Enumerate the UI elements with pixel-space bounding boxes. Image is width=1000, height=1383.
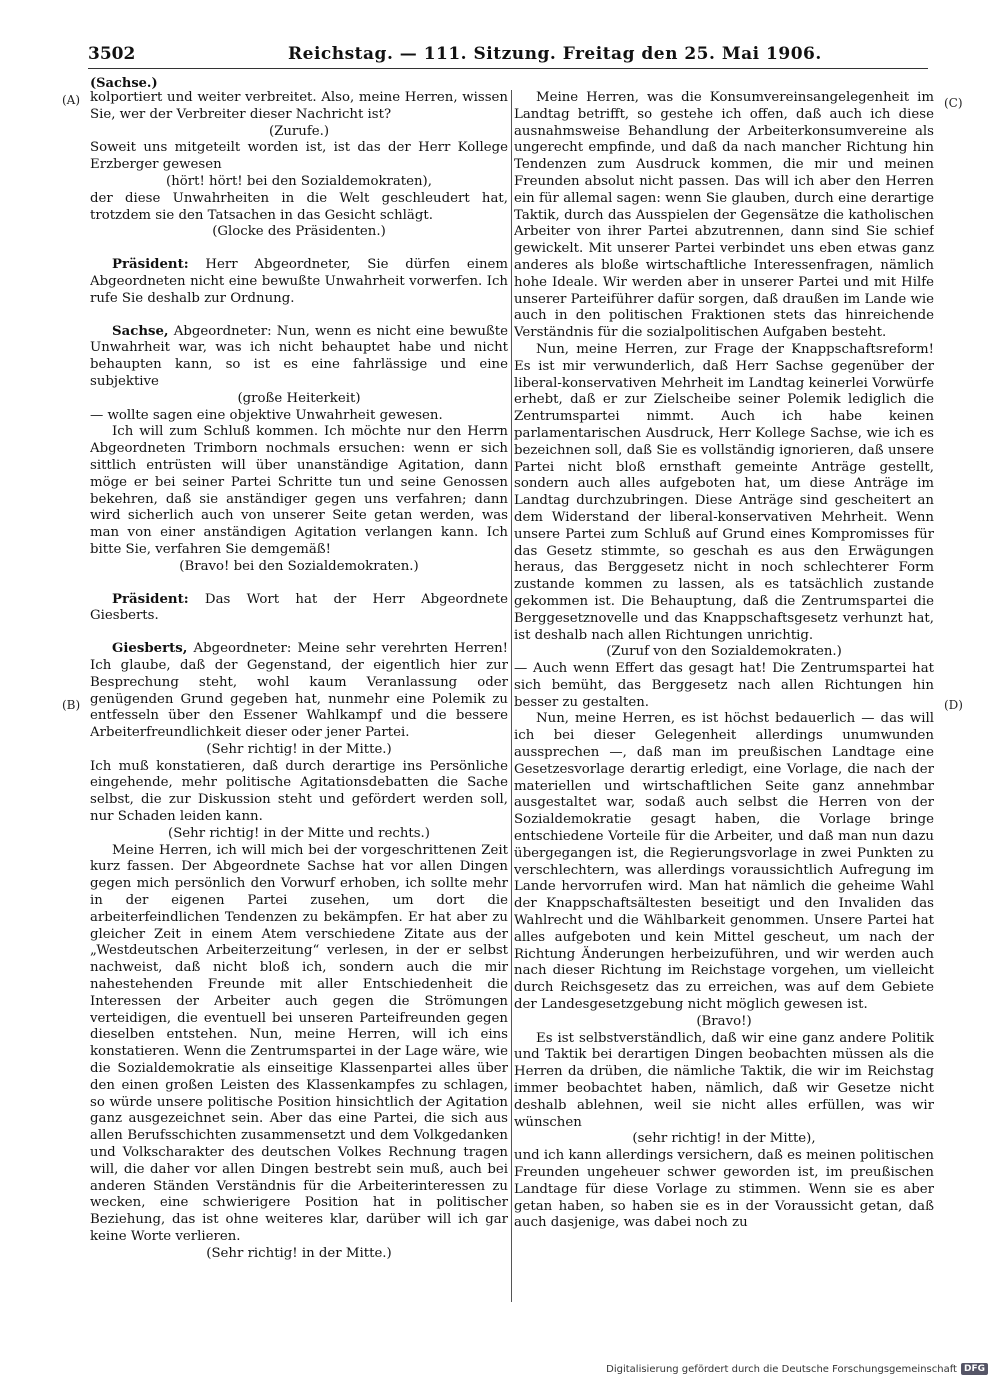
paragraph: Giesberts, Abgeordneter: Meine sehr verehrten Herren! Ich glaube, daß der Gegenstand, der eigentlich hier zur Besprechung steht, wohl kaum Veranlassung oder genügenden Grund gegeben hat, nunmehr eine Polemik zu entfesseln über den Essener Wahlkampf und die bessere Arbeiterfreundlichkeit dieser oder jener Partei. xyxy=(90,641,508,741)
paragraph: Es ist selbstverständlich, daß wir eine ganz andere Politik und Taktik bei derartigen Dingen beobachten müssen als die Herren da drüben, die nämliche Taktik, die wir im Reichstag immer beobachtet haben, nämlich, daß wir Gesetze nicht deshalb ablehnen, weil sie nicht alles erfüllen, was wir wünschen xyxy=(514,1030,934,1130)
page-number: 3502 xyxy=(88,44,136,64)
interjection: (Bravo! bei den Sozialdemokraten.) xyxy=(179,558,419,574)
paragraph: Nun, meine Herren, es ist höchst bedauerlich — das will ich bei dieser Gelegenheit allerdings unumwunden aussprechen —, daß man im preußischen Landtage eine Gesetzesvorlage derartig erledigt, eine Vorlage, die nach der materiellen und wirtschaftlichen Seite ganz annehmbar ausgestaltet war, sodaß auch selbst die Herren von der Sozialdemokratie gesagt haben, die Vorlage bringe entschiedene Vorteile für die Arbeiter, und daß man nun dazu übergegangen ist, die Regierungsvorlage in zwei Punkten zu verschlechtern, was allerdings voraussichtlich Aufregung im Lande hervorrufen wird. Man hat nämlich die geheime Wahl der Knappschaftsältesten beseitigt und den Invaliden das Wahlrecht und die Wählbarkeit genommen. Unsere Partei hat alles aufgeboten und kein Mittel gescheut, um nach der Richtung Änderungen herbeizuführen, und wir werden auch nach dieser Richtung im Reichstage vorgehen, um vielleicht durch Reichsgesetz das zu erreichen, was auf dem Gebiete der Landesgesetzgebung nicht möglich gewesen ist. xyxy=(514,711,934,1013)
paragraph: Ich will zum Schluß kommen. Ich möchte nur den Herrn Abgeordneten Trimborn nochmals ersuchen: wenn er sich sittlich entrüsten will über unanständige Agitation, dann möge er bei seiner Partei Schritte tun und seine Genossen bekehren, daß sie anständiger gegen uns verfahren; dann wird sicherlich auch von unserer Seite getan werden, was man von einer anständigen Agitation verlangen kann. Ich bitte Sie, verfahren Sie demgemäß! xyxy=(90,424,508,557)
interjection: (große Heiterkeit) xyxy=(237,390,361,406)
speaker-name: Präsident: xyxy=(112,257,189,273)
paragraph: kolportiert und weiter verbreitet. Also, meine Herren, wissen Sie, wer der Verbreiter dieser Nachricht ist? xyxy=(90,90,508,122)
running-title: Reichstag. — 111. Sitzung. Freitag den 25. Mai 1906. xyxy=(288,44,822,64)
interjection: (Zuruf von den Sozialdemokraten.) xyxy=(606,644,842,660)
digitization-footer xyxy=(606,1363,988,1375)
margin-mark-c: (C) xyxy=(944,96,963,110)
speaker-name: Giesberts, xyxy=(112,641,188,657)
paragraph: Ich muß konstatieren, daß durch derartige ins Persönliche eingehende, mehr politische Agitationsdebatten die Sache selbst, die zur Diskussion steht und gefördert werden soll, nur Schaden leiden kann. xyxy=(90,758,508,825)
margin-mark-b: (B) xyxy=(62,698,81,712)
interjection: (Bravo!) xyxy=(696,1013,752,1029)
paragraph: Sachse, Abgeordneter: Nun, wenn es nicht eine bewußte Unwahrheit war, was ich nicht behauptet habe und nicht behaupten kann, so ist es eine fahrlässige und eine subjektive xyxy=(90,323,508,389)
interjection: (Zurufe.) xyxy=(268,123,330,139)
interjection: (Sehr richtig! in der Mitte und rechts.) xyxy=(168,825,430,841)
interjection: (Sehr richtig! in der Mitte.) xyxy=(206,1245,392,1261)
margin-mark-a: (A) xyxy=(62,93,81,107)
speaker-continuation-label: (Sachse.) xyxy=(90,76,158,91)
interjection: (hört! hört! bei den Sozialdemokraten), xyxy=(166,173,432,189)
speaker-name: Präsident: xyxy=(112,591,189,607)
paragraph: — Auch wenn Effert das gesagt hat! Die Zentrumspartei hat sich bemüht, das Berggesetz nach allen Richtungen hin besser zu gestalten. xyxy=(514,661,934,710)
left-column xyxy=(90,90,508,1315)
paragraph: Präsident: Das Wort hat der Herr Abgeordnete Giesberts. xyxy=(90,591,508,624)
page-header xyxy=(88,38,928,69)
paragraph: — wollte sagen eine objektive Unwahrheit gewesen. xyxy=(90,407,443,423)
paragraph: Meine Herren, was die Konsumvereinsangelegenheit im Landtag betrifft, so gestehe ich offen, daß auch ich diese ausnahmsweise Behandlung der Arbeiterkonsumvereine als ungerecht empfinde, und daß da nach mancher Richtung hin Tendenzen zum Ausdruck kommen, die mir und meinen Freunden absolut nicht passen. Das will ich aber den Herren ein für allemal sagen: wenn Sie glauben, durch eine derartige Taktik, durch das Ausspielen der Gegensätze die katholischen Arbeiter von ihrer Partei abzutrennen, dann sind Sie schief gewickelt. Mit unserer Partei verbindet uns eben etwas ganz anderes als bloße wirtschaftliche Interessenfragen, nämlich hohe Ideale. Wir werden aber in unserer Partei und mit Hilfe unserer Parteiführer dafür sorgen, daß draußen im Lande wie auch in den politischen Fraktionen stets das hinreichende Verständnis für die sozialpolitischen Aufgaben besteht. xyxy=(514,90,934,341)
paragraph: Meine Herren, ich will mich bei der vorgeschrittenen Zeit kurz fassen. Der Abgeordnete Sachse hat vor allen Dingen gegen mich persönlich den Vorwurf erhoben, ich sollte mehr in der eigenen Partei zusehen, um dort die arbeiterfeindlichen Tendenzen zu bekämpfen. Er hat aber zu gleicher Zeit in einem Atem verschiedene Zitate aus der „Westdeutschen Arbeiterzeitung“ verlesen, in der er selbst nachweist, daß nicht bloß ich, sondern auch die mir nahestehenden Freunde mit aller Entschiedenheit die Interessen der Arbeiter auch gegen die Strömungen verteidigen, die eventuell bei unseren Parteifreunden gegen dieselben entstehen. Nun, meine Herren, will ich eins konstatieren. Wenn die Zentrumspartei in der Lage wäre, wie die Sozialdemokratie als einseitige Klassenpartei alles über den einen großen Leisten des Klassenkampfes zu schlagen, so würde unsere politische Position hinsichtlich der Agitation ganz ausgezeichnet sein. Aber das eine Partei, die sich aus allen Berufsschichten zusammensetzt und dem Volkgedanken und Volkscharakter des deutschen Volkes Rechnung tragen will, die daher vor allen Dingen bestrebt sein muß, auch bei anderen Ständen Verständnis für die Arbeiterinteressen zu wecken, eine schwierigere Position hat in politischer Beziehung, das ist ohne weiteres klar, darüber will ich gar keine Worte verlieren. xyxy=(90,842,508,1244)
paragraph: Präsident: Herr Abgeordneter, Sie dürfen einem Abgeordneten nicht eine bewußte Unwahrheit vorwerfen. Ich rufe Sie deshalb zur Ordnung. xyxy=(90,257,508,306)
column-divider xyxy=(511,90,512,1302)
margin-mark-d: (D) xyxy=(944,698,963,712)
paragraph: und ich kann allerdings versichern, daß es meinen politischen Freunden ungeheuer schwer geworden ist, im preußischen Landtage für diese Vorlage zu stimmen. Wenn sie es aber getan haben, so haben sie es in der Voraussicht getan, daß auch dasjenige, was dabei noch zu xyxy=(514,1148,934,1231)
interjection: (Sehr richtig! in der Mitte.) xyxy=(206,741,392,757)
speaker-name: Sachse, xyxy=(112,323,169,339)
interjection: (sehr richtig! in der Mitte), xyxy=(632,1131,816,1147)
dfg-logo: DFG xyxy=(961,1363,988,1375)
paragraph: Nun, meine Herren, zur Frage der Knappschaftsreform! Es ist mir verwunderlich, daß Herr Sachse gegenüber der liberal-konservativen Mehrheit im Landtag keinerlei Vorwürfe erhebt, daß er zur Zielscheibe seiner Polemik lediglich die Zentrumspartei nimmt. Auch ich habe keinen parlamentarischen Ausdruck, Herr Kollege Sachse, wie ich es bezeichnen soll, daß Sie es vollständig ignorieren, daß unsere Partei nicht bloß ernsthaft gemeinte Anträge gestellt, sondern auch alles aufgeboten hat, um diese Anträge im Landtag durchzubringen. Diese Anträge sind gescheitert an dem Widerstand der liberal-konservativen Mehrheit. Wenn unsere Partei zum Schluß auf Grund eines Kompromisses für das Gesetz stimmte, so geschah es aus den Erwägungen heraus, das Berggesetz nicht in noch schlechterer Form zustande kommen zu lassen, als es tatsächlich zustande gekommen ist. Die Behauptung, daß die Zentrumspartei die Berggesetznovelle und das Knappschaftsgesetz verhunzt hat, ist deshalb nach allen Richtungen unrichtig. xyxy=(514,341,934,643)
paragraph: Soweit uns mitgeteilt worden ist, ist das der Herr Kollege Erzberger gewesen xyxy=(90,140,508,173)
paragraph: der diese Unwahrheiten in die Welt geschleudert hat, trotzdem sie den Tatsachen in das Gesicht schlägt. xyxy=(90,190,508,223)
interjection: (Glocke des Präsidenten.) xyxy=(212,224,386,240)
footer-text: Digitalisierung gefördert durch die Deutsche Forschungsgemeinschaft xyxy=(606,1363,957,1375)
right-column xyxy=(514,90,934,1315)
